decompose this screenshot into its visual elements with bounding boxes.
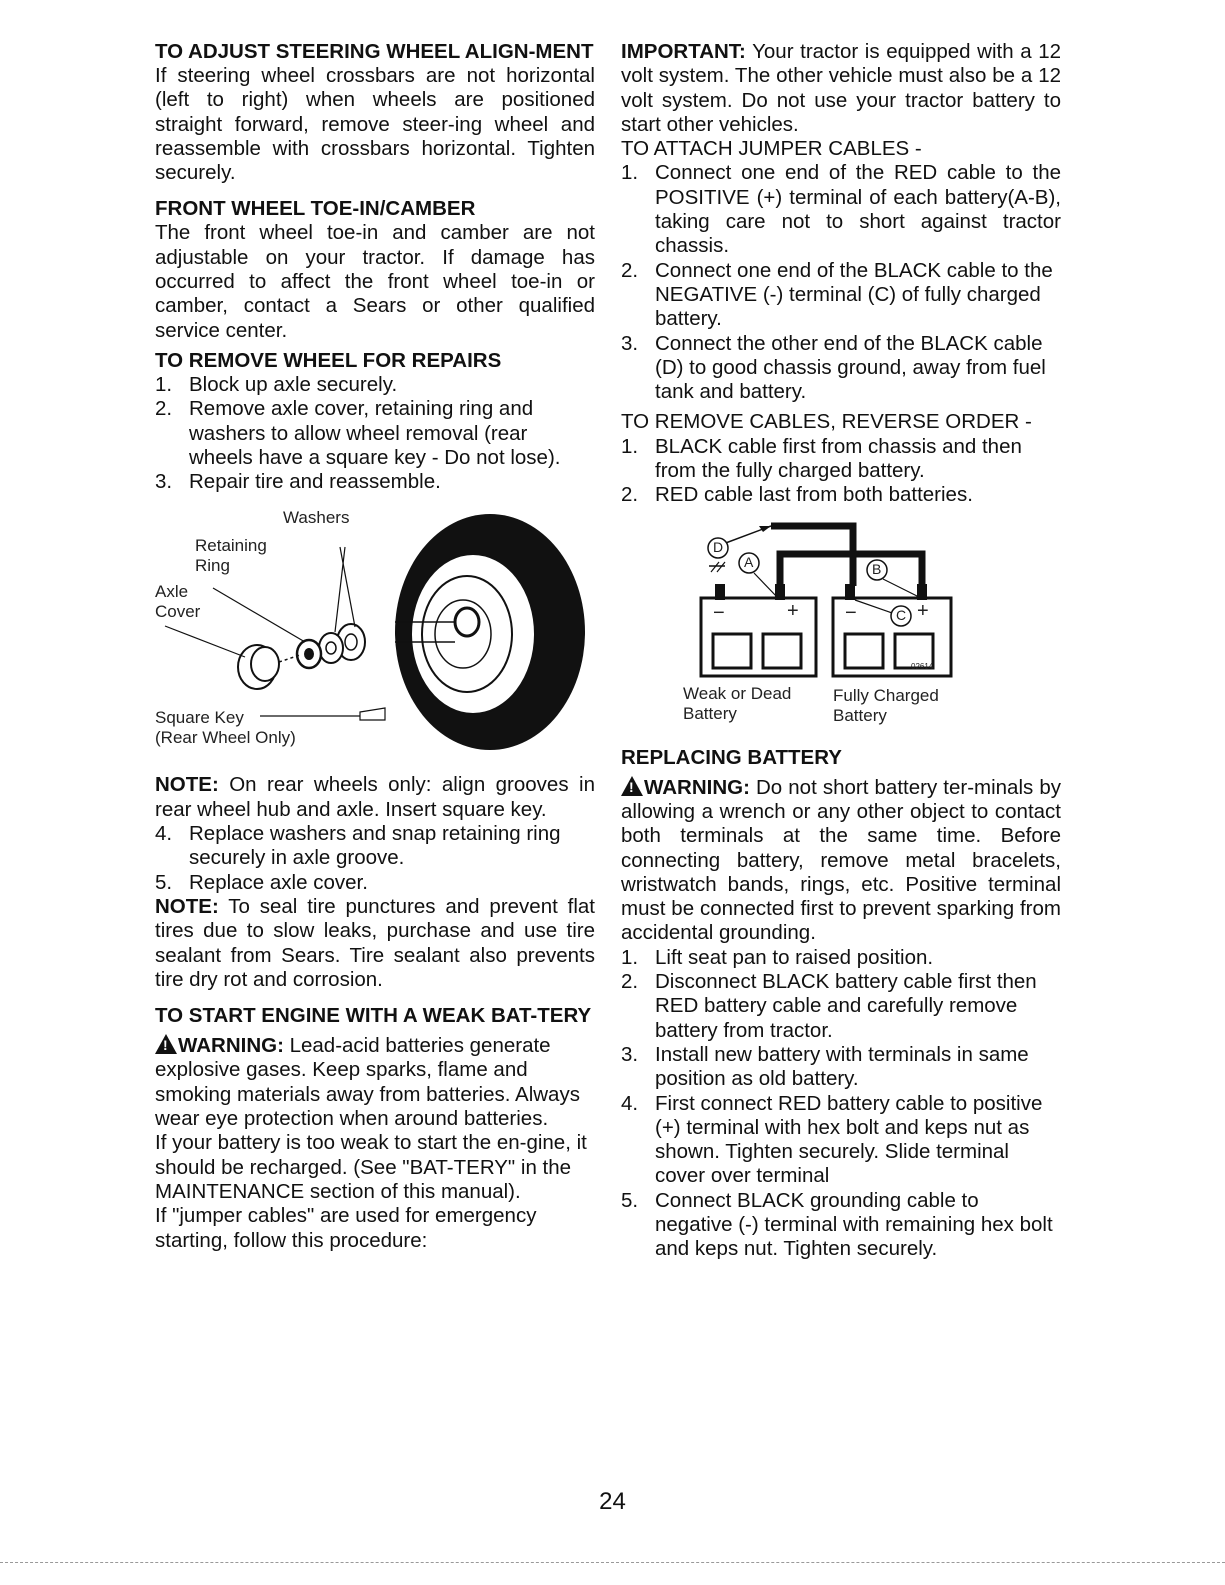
attach-cables-steps: [621, 161, 1061, 404]
remove-wheel-steps: [155, 373, 595, 494]
list-item: 2. Disconnect BLACK battery cable first then RED battery cable and carefully remove battery from tractor.: [621, 970, 1037, 1042]
right-column: [621, 40, 1061, 1262]
square-key-label: Square Key: [155, 708, 244, 728]
list-item: 2. RED cable last from both batteries.: [621, 483, 973, 507]
jumper-cable-figure: [621, 516, 1061, 746]
list-item: 5. Replace axle cover.: [155, 870, 368, 894]
steering-text: If steering wheel crossbars are not horizontal (left to right) when wheels are positioned straight forward, remove steer-ing wheel and reassemble with crossbars horizontal. Tighten securely.: [155, 64, 595, 185]
steering-heading: TO ADJUST STEERING WHEEL ALIGN-MENT: [155, 40, 594, 63]
left-column: [155, 40, 595, 1253]
page-number: 24: [599, 1488, 626, 1515]
list-item: 3. Repair tire and reassemble.: [155, 470, 441, 494]
battery-gas-warning: !WARNING: Lead-acid batteries generate explosive gases. Keep sparks, flame and smoking materials away from batteries. Always wear eye protection when around batteries.: [155, 1034, 595, 1131]
replace-battery-steps: [621, 946, 1061, 1262]
remove-cables-steps: [621, 435, 1061, 508]
toe-camber-text: The front wheel toe-in and camber are not adjustable on your tractor. If damage has occurred to affect the front wheel toe-in or camber, contact a Sears or other qualified service center.: [155, 221, 595, 342]
short-circuit-warning: !WARNING: Do not short battery ter-minals by allowing a wrench or any other object to contact both terminals at the same time. Before connecting battery, remove metal bracelets, wristwatch bands, rings, etc. Positive terminal must be connected first to prevent sparking from accidental grounding.: [621, 776, 1061, 946]
wheel-assembly-figure: [155, 502, 595, 767]
note-tire-sealant: NOTE: To seal tire punctures and prevent flat tires due to slow leaks, purchase and use tire sealant from Sears. Tire sealant also prevents tire dry rot and corrosion.: [155, 894, 595, 991]
list-item: 4. First connect RED battery cable to positive (+) terminal with hex bolt and keps nut as shown. Tighten securely. Slide terminal cover over terminal: [621, 1091, 1043, 1188]
weak-battery-text: If your battery is too weak to start the en-gine, it should be recharged. (See "BAT-TERY" in the MAINTENANCE section of this manual).: [155, 1131, 587, 1203]
warning-icon: [621, 776, 643, 796]
callout-c: C: [896, 606, 907, 623]
callout-d: D: [713, 538, 724, 555]
list-item: 2. Remove axle cover, retaining ring and washers to allow wheel removal (rear wheels have a square key - Do not lose).: [155, 397, 561, 469]
remove-wheel-heading: TO REMOVE WHEEL FOR REPAIRS: [155, 348, 502, 372]
washers-label: Washers: [283, 508, 350, 528]
important-note: IMPORTANT: Your tractor is equipped with a 12 volt system. The other vehicle must also be a 12 volt system. Do not use your tractor battery to start other vehicles.: [621, 40, 1061, 136]
wheel-reassembly-steps: [155, 822, 595, 895]
warning-icon: [155, 1034, 177, 1054]
rear-wheel-only-label: (Rear Wheel Only): [155, 728, 296, 748]
list-item: 1. BLACK cable first from chassis and then from the fully charged battery.: [621, 434, 1022, 483]
callout-a: A: [744, 553, 754, 570]
weak-battery-label-1: Weak or Dead: [683, 683, 792, 703]
weak-negative-sign: −: [713, 601, 725, 624]
charged-positive-sign: +: [917, 599, 929, 622]
list-item: 1. Block up axle securely.: [155, 372, 398, 396]
list-item: 4. Replace washers and snap retaining ring securely in axle groove.: [155, 822, 561, 870]
start-engine-heading: TO START ENGINE WITH A WEAK BAT-TERY: [155, 1004, 592, 1028]
list-item: 5. Connect BLACK grounding cable to negative (-) terminal with remaining hex bolt and keps nut. Tighten securely.: [621, 1188, 1053, 1261]
jumper-intro-text: If "jumper cables" are used for emergency starting, follow this procedure:: [155, 1204, 537, 1252]
list-item: 2. Connect one end of the BLACK cable to the NEGATIVE (-) terminal (C) of fully charged battery.: [621, 258, 1053, 331]
list-item: 1. Lift seat pan to raised position.: [621, 945, 934, 969]
note-rear-wheels: NOTE: On rear wheels only: align grooves in rear wheel hub and axle. Insert square key.: [155, 773, 595, 821]
figure-code: 02614: [911, 661, 934, 671]
charged-battery-label-1: Fully Charged: [833, 685, 939, 705]
axle-label: Axle: [155, 582, 189, 602]
callout-b: B: [872, 560, 882, 577]
list-item: 3. Connect the other end of the BLACK cable (D) to good chassis ground, away from fuel tank and battery.: [621, 331, 1046, 404]
charged-battery-label-2: Battery: [833, 705, 887, 725]
remove-cables-heading: TO REMOVE CABLES, REVERSE ORDER -: [621, 410, 1032, 434]
replacing-battery-heading: REPLACING BATTERY: [621, 745, 842, 769]
cover-label: Cover: [155, 602, 201, 622]
attach-cables-heading: TO ATTACH JUMPER CABLES -: [621, 137, 922, 161]
weak-positive-sign: +: [787, 599, 799, 622]
bottom-divider: [0, 1562, 1225, 1563]
list-item: 3. Install new battery with terminals in same position as old battery.: [621, 1042, 1029, 1091]
retaining-label: Retaining: [195, 536, 267, 556]
list-item: 1. Connect one end of the RED cable to the POSITIVE (+) terminal of each battery(A-B), taking care not to short against tractor chassis.: [621, 161, 1061, 258]
weak-battery-label-2: Battery: [683, 703, 737, 723]
charged-negative-sign: −: [845, 601, 857, 624]
ring-label: Ring: [195, 556, 230, 576]
toe-camber-heading: FRONT WHEEL TOE-IN/CAMBER: [155, 197, 476, 221]
